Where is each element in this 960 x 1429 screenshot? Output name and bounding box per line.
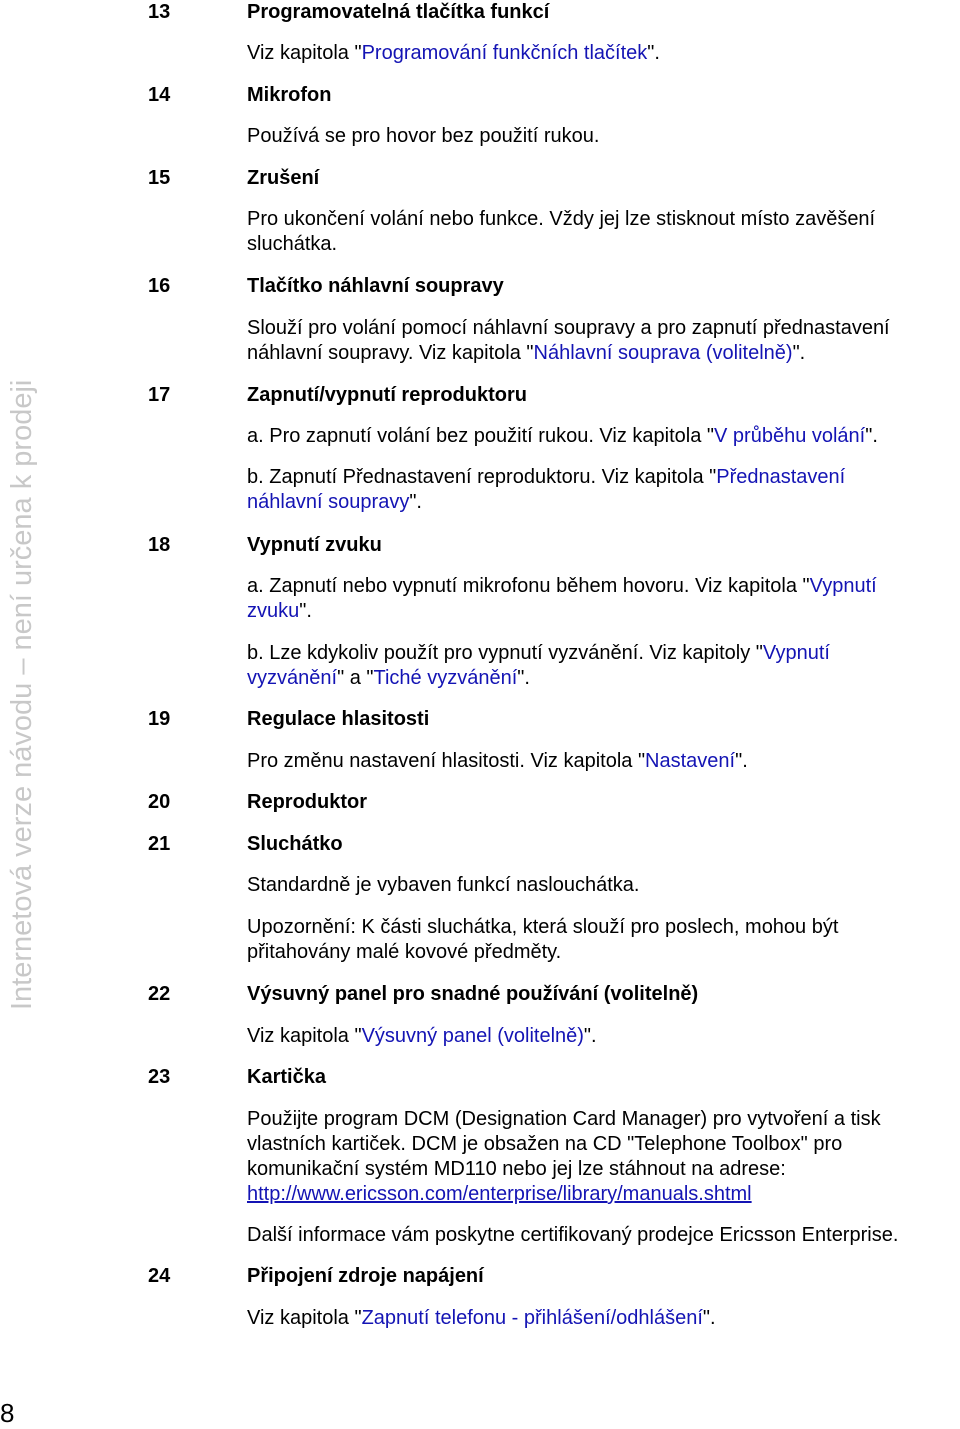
chapter-link[interactable]: Přednastavení náhlavní soupravy: [247, 466, 846, 513]
item-description: [247, 574, 959, 624]
description-text: ".: [702, 1307, 716, 1329]
chapter-link[interactable]: Tiché vyzvánění: [373, 667, 518, 689]
description-text: Další informace vám poskytne certifikovaný prodejce Ericsson Enterprise.: [247, 1224, 899, 1246]
item-description: [247, 207, 959, 257]
item-description: [247, 749, 959, 774]
description-text: Pro změnu nastavení hlasitosti. Viz kapitola ": [247, 750, 646, 772]
item-heading: Reproduktor: [247, 791, 367, 813]
description-text: ".: [647, 42, 660, 64]
item-heading: Sluchátko: [247, 833, 343, 855]
item-number: 20: [148, 791, 171, 813]
item-heading: Regulace hlasitosti: [247, 708, 430, 730]
item-number: 21: [148, 833, 171, 855]
item-heading: Zapnutí/vypnutí reproduktoru: [247, 384, 527, 406]
description-text: Použijte program DCM (Designation Card Manager) pro vytvoření a tisk vlastních kartiček. DCM je obsažen na CD "Telephone Toolbox" pro komunikační systém MD110 nebo jej lze stáhnout na adrese:: [247, 1108, 881, 1180]
description-text: b. Lze kdykoliv použít pro vypnutí vyzvánění. Viz kapitoly ": [247, 642, 763, 664]
item-description: [247, 124, 959, 149]
item-heading: Programovatelná tlačítka funkcí: [247, 1, 550, 23]
url-link[interactable]: http://www.ericsson.com/enterprise/library/manuals.shtml: [247, 1183, 752, 1205]
item-heading: Kartička: [247, 1066, 326, 1088]
item-description: [247, 873, 959, 898]
item-description: [247, 424, 959, 449]
item-number: 15: [148, 167, 171, 189]
item-heading: Vypnutí zvuku: [247, 534, 382, 556]
chapter-link[interactable]: V průběhu volání: [714, 425, 866, 447]
item-description: [247, 316, 959, 366]
chapter-link[interactable]: Zapnutí telefonu - přihlášení/odhlášení: [361, 1307, 703, 1329]
chapter-link[interactable]: Vypnutí vyzvánění: [247, 642, 830, 689]
description-text: ".: [792, 342, 806, 364]
description-text: " a ": [337, 667, 374, 689]
item-description: [247, 1306, 959, 1331]
item-description: [247, 915, 959, 965]
item-number: 17: [148, 384, 171, 406]
chapter-link[interactable]: Výsuvný panel (volitelně): [361, 1025, 584, 1047]
description-text: Viz kapitola ": [247, 1307, 362, 1329]
item-number: 19: [148, 708, 171, 730]
description-text: ".: [583, 1025, 597, 1047]
description-text: Upozornění: K části sluchátka, která slouží pro poslech, mohou být přitahovány malé kovové předměty.: [247, 916, 839, 963]
description-text: ".: [735, 750, 748, 772]
description-text: Viz kapitola ": [247, 42, 362, 64]
chapter-link[interactable]: Programování funkčních tlačítek: [361, 42, 648, 64]
description-text: ".: [865, 425, 878, 447]
chapter-link[interactable]: Náhlavní souprava (volitelně): [533, 342, 793, 364]
item-heading: Výsuvný panel pro snadné používání (volitelně): [247, 983, 699, 1005]
item-heading: Tlačítko náhlavní soupravy: [247, 275, 504, 297]
item-number: 23: [148, 1066, 171, 1088]
item-heading: Mikrofon: [247, 84, 332, 106]
description-text: a. Pro zapnutí volání bez použití rukou. Viz kapitola ": [247, 425, 715, 447]
item-number: 16: [148, 275, 171, 297]
side-watermark: Internetová verze návodu – není určena k prodeji: [6, 379, 38, 1010]
page-number: 8: [0, 1398, 15, 1428]
description-text: Používá se pro hovor bez použití rukou.: [247, 125, 600, 147]
description-text: Pro ukončení volání nebo funkce. Vždy jej lze stisknout místo zavěšení sluchátka.: [247, 208, 876, 255]
item-description: [247, 41, 959, 66]
item-number: 22: [148, 983, 171, 1005]
description-text: Viz kapitola ": [247, 1025, 362, 1047]
item-number: 24: [148, 1265, 171, 1287]
description-text: ".: [517, 667, 530, 689]
chapter-link[interactable]: Nastavení: [645, 750, 736, 772]
item-description: [247, 1223, 959, 1248]
description-text: Slouží pro volání pomocí náhlavní soupravy a pro zapnutí přednastavení náhlavní soupravy. Viz kapitola ": [247, 317, 890, 364]
description-text: a. Zapnutí nebo vypnutí mikrofonu během hovoru. Viz kapitola ": [247, 575, 810, 597]
description-text: Standardně je vybaven funkcí naslouchátka.: [247, 874, 640, 896]
item-description: [247, 1024, 959, 1049]
item-description: [247, 465, 959, 515]
item-heading: Zrušení: [247, 167, 320, 189]
item-heading: Připojení zdroje napájení: [247, 1265, 484, 1287]
description-text: b. Zapnutí Přednastavení reproduktoru. Viz kapitola ": [247, 466, 717, 488]
chapter-link[interactable]: Vypnutí zvuku: [247, 575, 877, 622]
description-text: ".: [299, 600, 312, 622]
item-number: 14: [148, 84, 171, 106]
item-description: [247, 641, 959, 691]
description-text: ".: [409, 491, 422, 513]
item-description: [247, 1107, 959, 1207]
item-number: 18: [148, 534, 171, 556]
item-number: 13: [148, 1, 171, 23]
